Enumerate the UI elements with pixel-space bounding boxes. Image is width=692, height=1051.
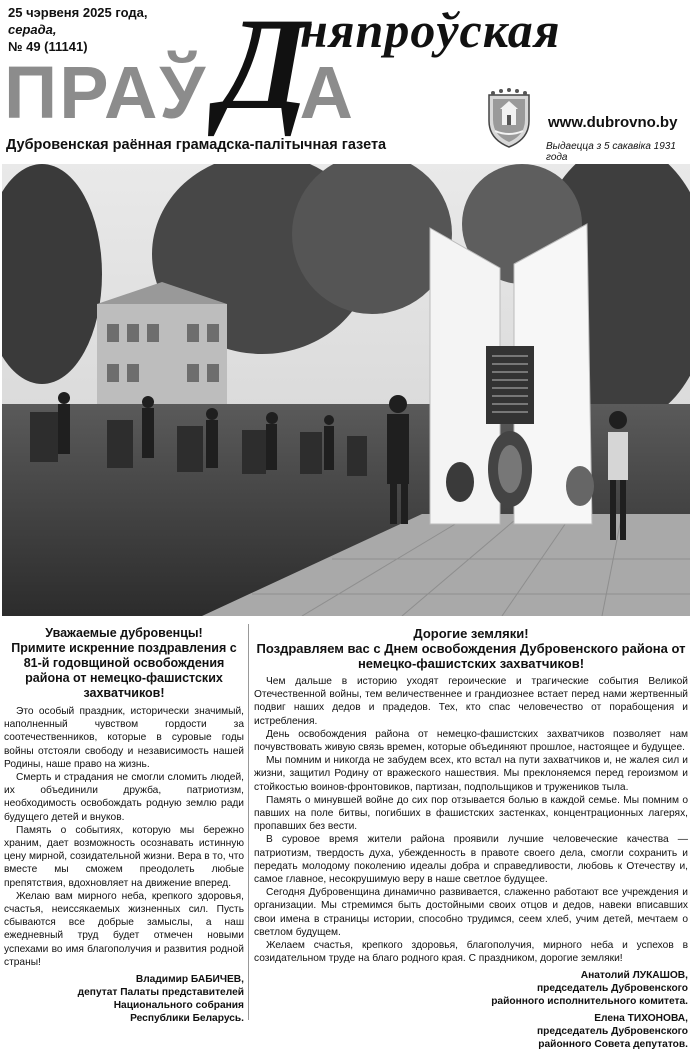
right-signer1-name: Анатолий ЛУКАШОВ,	[580, 970, 688, 982]
right-heading-line2: Поздравляем вас с Днем освобождения Дубровенского района от немецко-фашистских захватчиков!	[256, 641, 686, 671]
title-big-letter: Д	[218, 0, 309, 137]
left-paragraph: Смерть и страдания не смогли сломить людей, их объединили дружба, патриотизм, необходимость освобождать родную землю ради будущего детей и внуков.	[4, 772, 244, 823]
left-paragraph: Память о событиях, которую мы бережно храним, дает возможность осознавать истинную цену мирной, созидательной жизни. Вера в то, что вместе мы сможем преодолеть любые препятствия, вдохновляет на движение вперед.	[4, 824, 244, 889]
right-paragraph: Сегодня Дубровенщина динамично развивается, слаженно работают все учреждения и организации. Мы стремимся быть достойными своих отцов и дедов, навеки вписавших свои имена в страницы истории, способно трудимся, сеем хлеб, учим детей, мечтаем о светлом будущем.	[254, 887, 688, 938]
left-signer-title: Республики Беларусь.	[130, 1013, 244, 1025]
issue-date-block	[8, 4, 183, 55]
right-paragraph: Желаем счастья, крепкого здоровья, благополучия, мирного неба и успехов в созидательном труде на благо родного края. С праздником, дорогие земляки!	[254, 940, 688, 965]
right-signer2-name: Елена ТИХОНОВА,	[594, 1013, 688, 1025]
right-signer1-title: районного исполнительного комитета.	[491, 996, 688, 1008]
left-signer-title: Национального собрания	[113, 1000, 244, 1012]
issue-weekday: серада,	[8, 22, 57, 37]
left-heading-line2: Примите искренние поздравления с 81-й годовщиной освобождения района от немецко-фашистских захватчиков!	[11, 641, 237, 700]
column-divider	[248, 624, 249, 1020]
right-paragraph: День освобождения района от немецко-фашистских захватчиков позволяет нам почувствовать живую связь времен, которые объединяют прошлое, настоящее и будущее.	[254, 728, 688, 754]
left-paragraph: Желаю вам мирного неба, крепкого здоровья, счастья, неиссякаемых жизненных сил. Пусть сбываются все добрые замыслы, а наш ежедневный труд будет отмечен новыми успехами во имя благополучия и развития родной страны!	[4, 890, 244, 968]
memorial-photo	[2, 164, 690, 616]
issue-number: № 49 (11141)	[8, 39, 88, 54]
right-signer1-title: председатель Дубровенского	[537, 983, 688, 995]
right-signer2-title: районного Совета депутатов.	[538, 1039, 688, 1051]
right-paragraph: Память о минувшей войне до сих пор отзывается болью в каждой семье. Мы помним о павших на поле битвы, погибших в фашистских застенках, концентрационных лагерях, пропавших без вести.	[254, 794, 688, 833]
left-signature	[4, 973, 244, 1025]
right-heading-line1: Дорогие земляки!	[413, 626, 529, 641]
right-paragraph: Мы помним и никогда не забудем всех, кто встал на пути захватчиков и, не жалея сил и жизни, защитил Родину от вражеского нашествия. Мы преклоняемся перед героизмом и стойкостью воинов-фронтовиков, партизан, подпольщиков и тружеников тыла.	[254, 755, 688, 793]
title-a: А	[299, 51, 355, 134]
left-heading-line1: Уважаемые дубровенцы!	[45, 626, 203, 640]
website-link[interactable]: www.dubrovno.by	[548, 114, 678, 131]
left-signer-name: Владимир БАБИЧЕВ,	[135, 974, 244, 986]
right-signature-2	[254, 1012, 688, 1051]
coat-of-arms-icon	[483, 87, 535, 149]
title-prav: ПРАЎ	[4, 51, 208, 134]
right-signature-1	[254, 969, 688, 1008]
newspaper-subtitle: Дубровенская раённая грамадска-палітычная газета	[6, 137, 387, 153]
issue-date: 25 чэрвеня 2025 года,	[8, 5, 148, 20]
right-paragraph: В суровое время жители района проявили лучшие человеческие качества — патриотизм, твердость духа, убежденность в правоте своего дела, смогли сохранить и передать молодому поколению идеалы добра и справедливости, любовь к Отечеству и, самое главное, несокрушимую веру в наше светлое будущее.	[254, 834, 688, 886]
left-article-heading	[4, 626, 244, 701]
founded-note: Выдаецца з 5 сакавіка 1931 года	[546, 141, 676, 163]
right-paragraph: Чем дальше в историю уходят героические и трагические события Великой Отечественной войны, тем величественнее и грандиознее встает перед нами жертвенный подвиг наших дедов и прадедов. Тех, кто спас человечество от порабощения и истребления.	[254, 676, 688, 727]
right-article-heading	[254, 626, 688, 671]
left-article	[4, 626, 244, 1025]
right-article	[254, 626, 688, 1051]
right-signer2-title: председатель Дубровенского	[537, 1026, 688, 1038]
title-top-word: няпроўская	[300, 2, 561, 58]
left-paragraph: Это особый праздник, исторически значимый, наполненный чувством гордости за соотечественников, которые в суровые годы войны отстояли свободу и независимость нашей Родины, наше право на жизнь.	[4, 706, 244, 770]
left-signer-title: депутат Палаты представителей	[77, 987, 244, 999]
